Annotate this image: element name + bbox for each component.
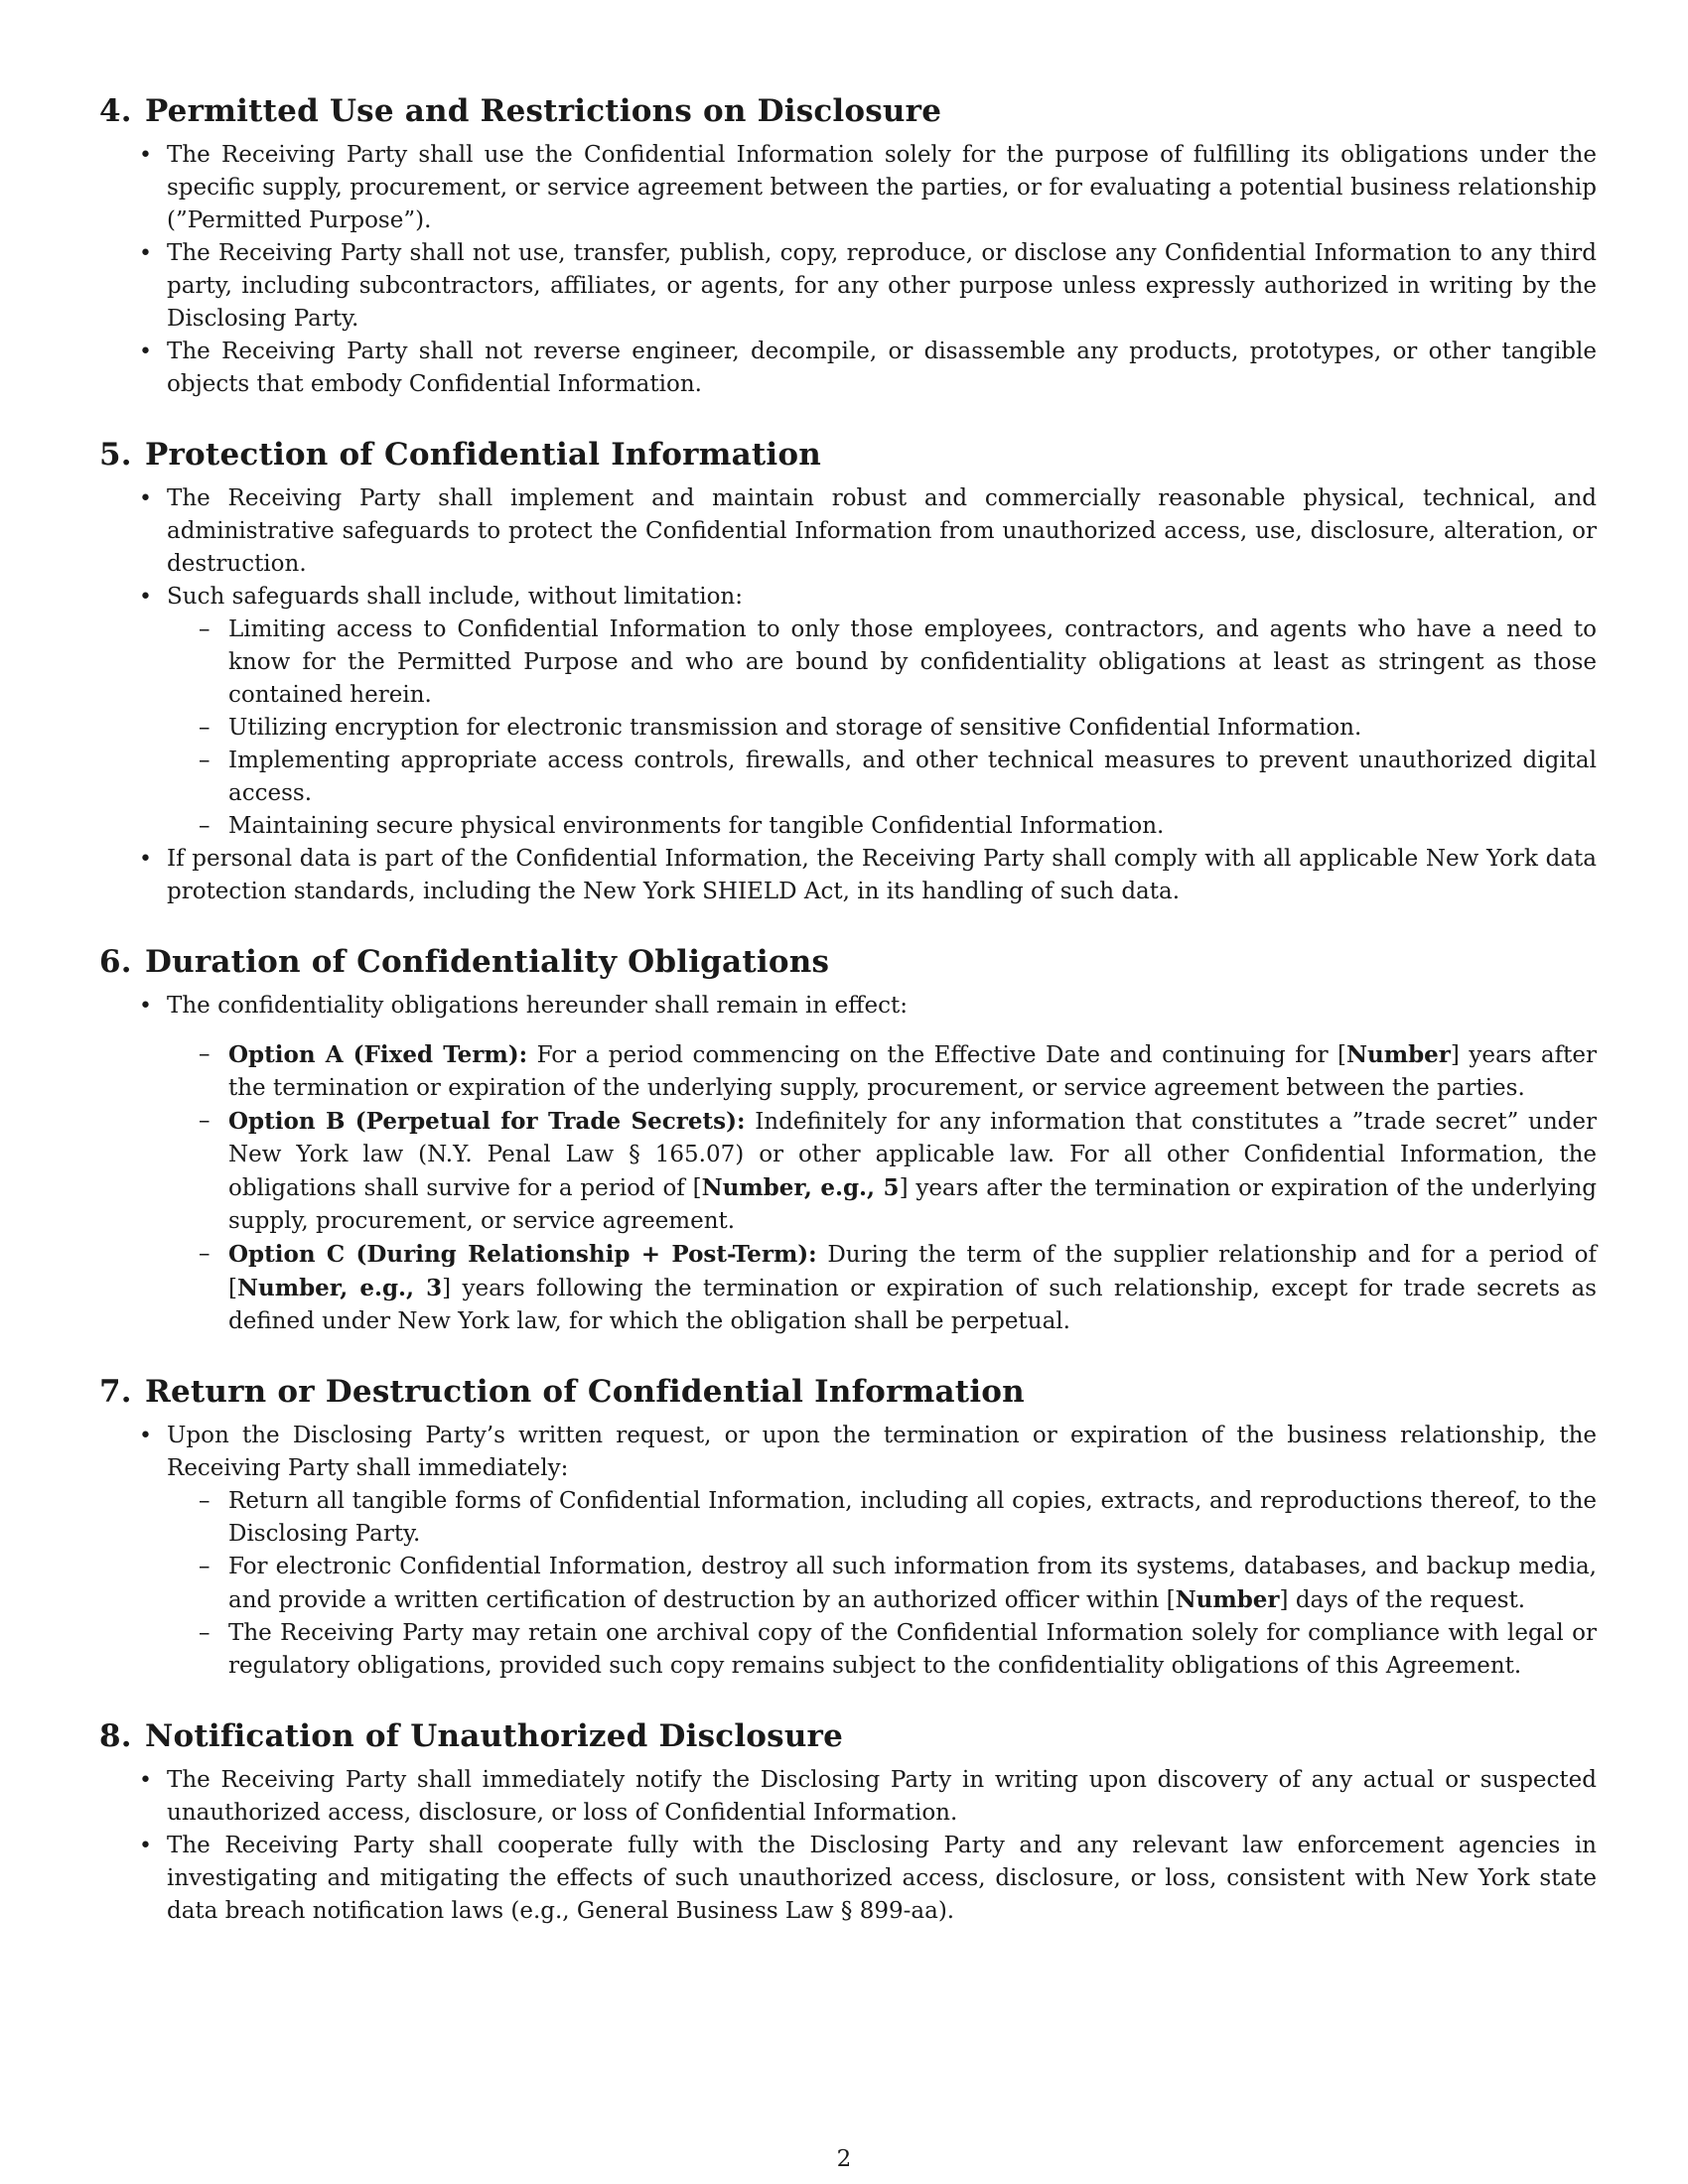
bullet-list [99,139,1597,401]
sub-list-item: – Return all tangible forms of Confidential Information, including all copies, extracts, and reproductions thereof, to the Disclosing Party. [228,1485,1597,1551]
section-title: Permitted Use and Restrictions on Disclosure [145,93,942,129]
section-title: Protection of Confidential Information [145,437,822,473]
section-title: Duration of Confidentiality Obligations [145,944,830,980]
placeholder-field: Number [1346,1041,1451,1068]
bullet-list [99,482,1597,908]
bullet-icon: • [139,340,152,364]
section-title: Notification of Unauthorized Disclosure [145,1718,844,1754]
bullet-list [99,1764,1597,1928]
bullet-icon: • [139,486,152,511]
bullet-icon: • [139,1424,152,1448]
bullet-list [99,1420,1597,1683]
bullet-icon: • [139,1768,152,1793]
option-a: – Option A (Fixed Term): For a period commencing on the Effective Date and continuing for [Number] years after the termination or expiration of the underlying supply, procurement, or service agreement between the parties. [228,1038,1597,1105]
option-label: Option C (During Relationship + Post-Term): [228,1241,817,1268]
section-number: 6. [99,944,132,980]
sub-list-item: – Limiting access to Confidential Information to only those employees, contractors, and agents who have a need to know for the Permitted Purpose and who are bound by confidentiality obligations at least as stringent as those contained herein. [228,614,1597,712]
section-5 [99,435,1597,908]
dash-icon: – [199,1554,211,1579]
option-c: – Option C (During Relationship + Post-Term): During the term of the supplier relationship and for a period of [Number, e.g., 3] years following the termination or expiration of such relationship, except for trade secrets as defined under New York law, for which the obligation shall be perpetual. [228,1238,1597,1338]
sub-list [167,614,1597,843]
section-8 [99,1716,1597,1928]
section-heading [99,1372,1597,1412]
dash-icon: – [199,748,211,773]
bullet-list [99,990,1597,1338]
placeholder-field: Number, e.g., 5 [701,1174,900,1201]
dash-icon: – [199,715,211,741]
placeholder-field: Number, e.g., 3 [236,1275,443,1301]
section-number: 7. [99,1374,132,1410]
options-list [167,1038,1597,1338]
sub-list-item: – Implementing appropriate access controls, firewalls, and other technical measures to prevent unauthorized digital access. [228,745,1597,810]
section-number: 8. [99,1718,132,1754]
section-4 [99,91,1597,401]
placeholder-field: Number [1175,1586,1280,1613]
document-page [99,91,1597,1962]
bullet-icon: • [139,143,152,168]
sub-list-item: – For electronic Confidential Information, destroy all such information from its systems, databases, and backup media, and provide a written certification of destruction by an authorized officer within [Number] days of the request. [228,1551,1597,1617]
section-number: 5. [99,437,132,473]
page-number: 2 [836,2146,852,2172]
sub-list-item: – The Receiving Party may retain one archival copy of the Confidential Information solely for compliance with legal or regulatory obligations, provided such copy remains subject to the confidentiality obligations of this Agreement. [228,1617,1597,1683]
list-item: • The confidentiality obligations hereunder shall remain in effect: – Option A (Fixed Term): For a period commencing on the Effective Date and continuing for [Number] years after the termination or expiration of the underlying supply, procurement, or service agreement between the parties. – Option B (Perpetual for Trade Secrets): Indefinitely for any information that constitutes a ”trade secret” under New York law (N.Y. Penal Law § 165.07) or other applicable law. For all other Confidential Information, the obligations shall survive for a period of [Number, e.g., 5] years after the termination or expiration of the underlying supply, procurement, or service agreement. – Option C (During Relationship + Post-Term): During the term of the supplier relationship and for a period of [Number, e.g., 3] years following the termination or expiration of such relationship, except for trade secrets as defined under New York law, for which the obligation shall be perpetual. [167,990,1597,1338]
option-label: Option A (Fixed Term): [228,1041,528,1068]
list-item: • The Receiving Party shall implement and maintain robust and commercially reasonable physical, technical, and administrative safeguards to protect the Confidential Information from unauthorized access, use, disclosure, alteration, or destruction. [167,482,1597,581]
dash-icon: – [199,1041,211,1067]
sub-list [167,1485,1597,1683]
bullet-icon: • [139,847,152,872]
section-number: 4. [99,93,132,129]
bullet-icon: • [139,241,152,266]
dash-icon: – [199,616,211,642]
list-item: • Upon the Disclosing Party’s written request, or upon the termination or expiration of the business relationship, the Receiving Party shall immediately: – Return all tangible forms of Confidential Information, including all copies, extracts, and reproductions thereof, to the Disclosing Party. – For electronic Confidential Information, destroy all such information from its systems, databases, and backup media, and provide a written certification of destruction by an authorized officer within [Number] days of the request. – The Receiving Party may retain one archival copy of the Confidential Information solely for compliance with legal or regulatory obligations, provided such copy remains subject to the confidentiality obligations of this Agreement. [167,1420,1597,1683]
sub-list-item: – Maintaining secure physical environments for tangible Confidential Information. [228,810,1597,843]
list-item: • The Receiving Party shall not use, transfer, publish, copy, reproduce, or disclose any Confidential Information to any third party, including subcontractors, affiliates, or agents, for any other purpose unless expressly authorized in writing by the Disclosing Party. [167,237,1597,336]
dash-icon: – [199,1241,211,1267]
section-title: Return or Destruction of Confidential Information [145,1374,1025,1410]
bullet-icon: • [139,1834,152,1858]
option-b: – Option B (Perpetual for Trade Secrets): Indefinitely for any information that constitutes a ”trade secret” under New York law (N.Y. Penal Law § 165.07) or other applicable law. For all other Confidential Information, the obligations shall survive for a period of [Number, e.g., 5] years after the termination or expiration of the underlying supply, procurement, or service agreement. [228,1105,1597,1238]
list-item: • Such safeguards shall include, without limitation: – Limiting access to Confidential Information to only those employees, contractors, and agents who have a need to know for the Permitted Purpose and who are bound by confidentiality obligations at least as stringent as those contained herein. – Utilizing encryption for electronic transmission and storage of sensitive Confidential Information. – Implementing appropriate access controls, firewalls, and other technical measures to prevent unauthorized digital access. – Maintaining secure physical environments for tangible Confidential Information. [167,581,1597,843]
bullet-icon: • [139,994,152,1019]
dash-icon: – [199,1488,211,1514]
list-item: • The Receiving Party shall use the Confidential Information solely for the purpose of fulfilling its obligations under the specific supply, procurement, or service agreement between the parties, or for evaluating a potential business relationship (”Permitted Purpose”). [167,139,1597,237]
section-6 [99,942,1597,1338]
list-item: • If personal data is part of the Confidential Information, the Receiving Party shall comply with all applicable New York data protection standards, including the New York SHIELD Act, in its handling of such data. [167,843,1597,908]
section-heading [99,435,1597,475]
list-item: • The Receiving Party shall immediately notify the Disclosing Party in writing upon discovery of any actual or suspected unauthorized access, disclosure, or loss of Confidential Information. [167,1764,1597,1830]
bullet-icon: • [139,585,152,610]
dash-icon: – [199,1108,211,1134]
dash-icon: – [199,813,211,839]
list-item: • The Receiving Party shall not reverse engineer, decompile, or disassemble any products, prototypes, or other tangible objects that embody Confidential Information. [167,336,1597,401]
section-heading [99,1716,1597,1756]
dash-icon: – [199,1620,211,1646]
section-heading [99,91,1597,131]
sub-list-item: – Utilizing encryption for electronic transmission and storage of sensitive Confidential Information. [228,712,1597,745]
list-item: • The Receiving Party shall cooperate fully with the Disclosing Party and any relevant law enforcement agencies in investigating and mitigating the effects of such unauthorized access, disclosure, or loss, consistent with New York state data breach notification laws (e.g., General Business Law § 899-aa). [167,1830,1597,1928]
section-7 [99,1372,1597,1683]
section-heading [99,942,1597,982]
option-label: Option B (Perpetual for Trade Secrets): [228,1108,746,1135]
